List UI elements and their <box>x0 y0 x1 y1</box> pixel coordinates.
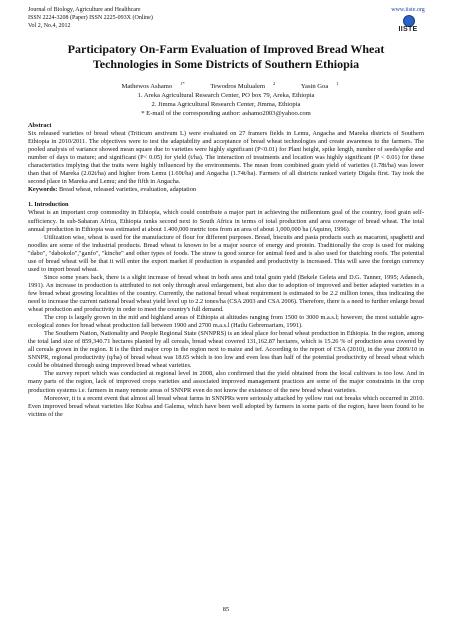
iiste-logo <box>397 15 419 35</box>
paragraph: Since some years back, there is a slight increase of bread wheat in both area and total grain yield (Bekele Geleta and D.G. Tanner, 1995; Adanech, 1991). An increase in production is attributed to not only through areal enlargement, but also due to adoption of improved and better adapted varieties in a few bread wheat growing localities of the country. Currently, the national bread wheat requirement is estimated to be 2.2 million tones, thus indicating the need to increase the current national bread wheat yield level up to 2.2 tones/ha (CSA 2003 and CSA 2006). Therefore, there is a need to further enlarge bread wheat production and productivity in order to meet the country's full demand. <box>28 273 424 314</box>
journal-header <box>28 6 153 30</box>
corresponding-email[interactable]: * E-mail of the corresponding author: ashamo2003@yahoo.com <box>141 110 311 117</box>
logo-text: IISTE <box>398 26 418 33</box>
abstract-text: Six released varieties of bread wheat (Triticum aestivum L) were evaluated on 27 framers fields in Lemu, Angacha and Mareka districts of Southern Ethiopia in 2010/2011. The objectives were to test the adaptability and acceptance of bread wheat technologies and create awareness to the farmers. The pooled analysis of variance showed mean square due to varieties were highly significant (P<0.01) for Plant height, spike length, number of seeds/spike and number of days to mature; and significant (P< 0.05) for yield (t/ha). The interaction of treatments and location was highly significant (P < 0.01) for these characteristics implying that the traits were highly influenced by the environments. The mean from combined grain yield of varieties (1.78t/ha) was lower than that of Mareka (2.02t/ha) and higher from Lemu (1.69t/ha) and Angacha (1.74t/ha). Farmers of all districts ranked variety Digalu first. Tay took the second place in Mareka and Lemu; and the fifth in Angacha. <box>28 130 424 186</box>
publisher-url[interactable]: www.iiste.org <box>391 7 425 13</box>
paper-body <box>28 122 424 419</box>
author: Yasin Goa $^1$ <box>300 80 339 90</box>
section-heading: 1. Introduction <box>28 201 69 209</box>
abstract-heading: Abstract <box>28 122 52 129</box>
author: Tewodros Mulualem $^2$ <box>210 80 276 90</box>
journal-volume: Vol 2, No.4, 2012 <box>28 23 71 29</box>
author: Mathewos Ashamo $^{1*}$ <box>121 80 185 90</box>
paragraph: The survey report which was conducted at regional level in 2008, also confirmed that the yield obtained from the local cultivars is too low. And in many parts of the region, lack of improved crops varieties and associated improved management practices are some of the major constraints in the crop production systems i.e. farmers in many remote areas of SNNPR even do not know the existence of the new bread wheat varieties. <box>28 370 424 394</box>
keywords-line <box>28 186 424 194</box>
journal-name: Journal of Biology, Agriculture and Healthcare <box>28 7 141 13</box>
publisher-block <box>386 6 430 35</box>
page-number: 85 <box>222 606 230 613</box>
author-block <box>40 82 412 118</box>
paper-title: Participatory On-Farm Evaluation of Improved Bread Wheat Technologies in Some Districts of Southern Ethiopia <box>67 42 385 71</box>
author-names <box>40 82 412 91</box>
paragraph: The Southern Nation, Nationality and People Regional State (SNNPRS) is an ideal place for bread wheat production in Ethiopia. In the region, among the total land size of 859,340.71 hectares planted by all cereals, bread wheat covered 131,162.87 hectares, which is 15.26 % of production area covered by all cereals grown in the region. It is the third major crop in the region next to maize and tef. According to the report of CSA (2010), in the year 2009/10 in SNNPR, regional productivity (q/ha) of bread wheat was 18.65 which is too low and even less than half of the potential productivity of bread wheat which could be obtained through using improved bread wheat varieties. <box>28 330 424 370</box>
paragraph: Wheat is an important crop commodity in Ethiopia, which could contribute a major part in achieving the millennium goal of the country, food grain self-sufficiency. In sub-Saharan Africa, Ethiopia ranks second next to South Africa in terms of total production and area coverage of bread wheat. The total annual production in Ethiopia was estimated at about 1.400,000 metric tons from an area of about 1,000,000 ha (Aquino, 1996). <box>28 209 424 233</box>
keywords-text: Bread wheat, released varieties, evaluation, adaptation <box>57 186 197 194</box>
keywords-label: Keywords: <box>28 186 58 194</box>
paragraph: Utilization wise, wheat is used for the manufacture of flour for different purposes. Bread, biscuits and pasta products such as macaroni, spaghetti and noodles are some of the industrial products. Bread wheat is known to be a major source of energy and protein. Traditionally the crop is used for making "dabo", "dabokolo","ganfo", "kinche" and other types of foods. The straw is good source for animal feed and is also used for thatching roofs. The potential use of bread wheat will be that it will enter the export market if production is expanded and productivity is increased. This will save the foreign currency used to import bread wheat. <box>28 233 424 273</box>
paragraph: The crop is largely grown in the mid and highland areas of Ethiopia at altitudes ranging from 1500 to 3000 m.a.s.l; however, the most suitable agro-ecological zones for bread wheat production fall between 1900 and 2700 m.a.s.l (Hailu Gebremariam, 1991). <box>28 314 424 330</box>
affiliation: 1. Areka Agricultural Research Center, PO box 79, Areka, Ethiopia <box>137 92 315 99</box>
paragraph: Moreover, it is a recent event that almost all bread wheat farms in SNNPRs were seriously attacked by yellow rust out breaks which occurred in 2010. Even improved bread wheat varieties like Kubsa and Galema, which have been well adopted by farmers in some parts of the region, have been found to be victims of the <box>28 394 424 418</box>
affiliation: 2. Jimma Agricultural Research Center, Jimma, Ethiopia <box>151 101 301 108</box>
journal-issn: ISSN 2224-3208 (Paper) ISSN 2225-093X (Online) <box>28 15 153 21</box>
